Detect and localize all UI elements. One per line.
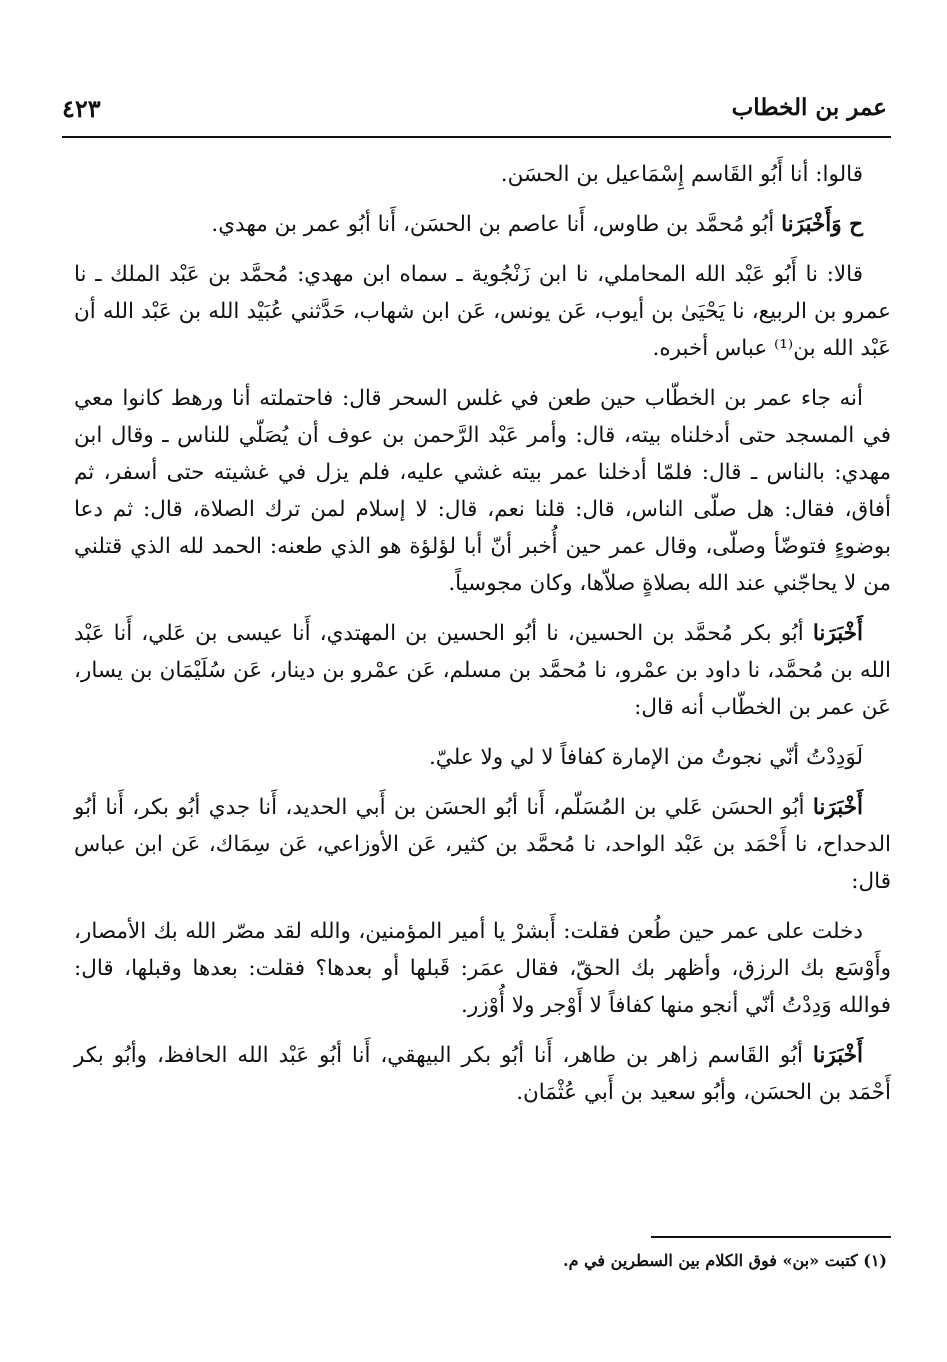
isnad-marker: أَخْبَرَنا <box>812 621 863 646</box>
paragraph-9 <box>74 1037 891 1111</box>
paragraph-1 <box>74 156 891 193</box>
paragraph-text: قالا: نا أَبُو عَبْد الله المحاملي، نا ابن زَنْجُوية ـ سماه ابن مهدي: مُحمَّد بن عَبْد الملك ـ نا عمرو بن الربيع، نا يَحْيَىٰ بن أيوب، عَن يونس، عَن ابن شهاب، حَدَّثني عُبَيْد الله بن عَبْد الله أن عَبْد الله بن⁽¹⁾ عباس أخبره. <box>74 262 891 361</box>
paragraph-text: أبُو مُحمَّد بن طاوس، أَنا عاصم بن الحسَن، أَنا أبُو عمر بن مهدي. <box>211 212 782 237</box>
paragraph-text: أنه جاء عمر بن الخطّاب حين طعن في غلس السحر قال: فاحتملته أنا ورهط كانوا معي في المسجد حتى أدخلناه بيته، قال: وأمر عَبْد الرَّحمن بن عوف أن يُصَلّي للناس ـ وقال ابن مهدي: بالناس ـ قال: فلمّا أدخلنا عمر بيته غشي عليه، فلم يزل في غشيته حتى أسفر، ثم أفاق، فقال: هل صلّى الناس، قال: قلنا نعم، قال: لا إسلام لمن ترك الصلاة، قال: ثم دعا بوضوءٍ فتوضّأ وصلّى، وقال عمر حين أُخبر أنّ أبا لؤلؤة هو الذي طعنه: الحمد لله الذي قتلني من لا يحاجّني عند الله بصلاةٍ صلاّها، وكان مجوسياً. <box>74 386 891 596</box>
main-text <box>74 156 891 1124</box>
isnad-marker: أَخْبَرَنا <box>812 795 863 820</box>
paragraph-text: أبُو الحسَن عَلي بن المُسَلّم، أَنا أبُو الحسَن بن أَبي الحديد، أَنا جدي أبُو بكر، أَنا أبُو الدحداح، نا أَحْمَد بن عَبْد الواحد، نا مُحمَّد بن كثير، عَن الأوزاعي، عَن سِمَاك، عَن ابن عباس قال: <box>74 795 891 894</box>
paragraph-text: دخلت على عمر حين طُعن فقلت: أَبشرْ يا أمير المؤمنين، والله لقد مصّر الله بك الأمصار، وأَوْسَع بك الرزق، وأظهر بك الحقّ، فقال عمَر: قَبلها أو بعدها؟ فقلت: بعدها وقبلها، قال: فوالله وَدِدْتُ أنّي أنجو منها كفافاً لا أَوْجر ولا أُوْزر. <box>74 919 891 1018</box>
paragraph-text: أبُو القَاسم زاهر بن طاهر، أَنا أبُو بكر البيهقي، أَنا أبُو عَبْد الله الحافظ، وأبُو بكر أَحْمَد بن الحسَن، وأبُو سعيد بن أَبي عُثْمَان. <box>74 1043 891 1105</box>
running-header <box>62 92 891 138</box>
paragraph-text: قالوا: أنا أَبُو القَاسم إِسْمَاعيل بن الحسَن. <box>500 162 863 187</box>
running-title: عمر بن الخطاب <box>731 94 887 121</box>
paragraph-5 <box>74 615 891 726</box>
paragraph-6 <box>74 739 891 776</box>
paragraph-text: أبُو بكر مُحمَّد بن الحسين، نا أبُو الحسين بن المهتدي، أَنا عيسى بن عَلي، أَنا عَبْد الله بن مُحمَّد، نا داود بن عمْرو، نا مُحمَّد بن مسلم، عَن عمْرو بن دينار، عَن سُلَيْمَان بن يسار، عَن عمر بن الخطّاب أنه قال: <box>74 621 891 720</box>
page-number: ٤٢٣ <box>62 94 101 123</box>
paragraph-7 <box>74 789 891 900</box>
paragraph-2 <box>74 206 891 243</box>
paragraph-text: لَوَدِدْتُ أنّي نجوتُ من الإمارة كفافاً لا لي ولا عليّ. <box>428 745 863 770</box>
footnote: (١) كتبت «بن» فوق الكلام بين السطرين في م. <box>563 1251 887 1270</box>
isnad-marker: ح وَأَخْبَرَنا <box>781 212 863 237</box>
isnad-marker: أَخْبَرَنا <box>812 1043 863 1068</box>
paragraph-3 <box>74 256 891 367</box>
paragraph-8 <box>74 913 891 1024</box>
paragraph-4 <box>74 380 891 602</box>
footnote-separator <box>651 1236 891 1238</box>
